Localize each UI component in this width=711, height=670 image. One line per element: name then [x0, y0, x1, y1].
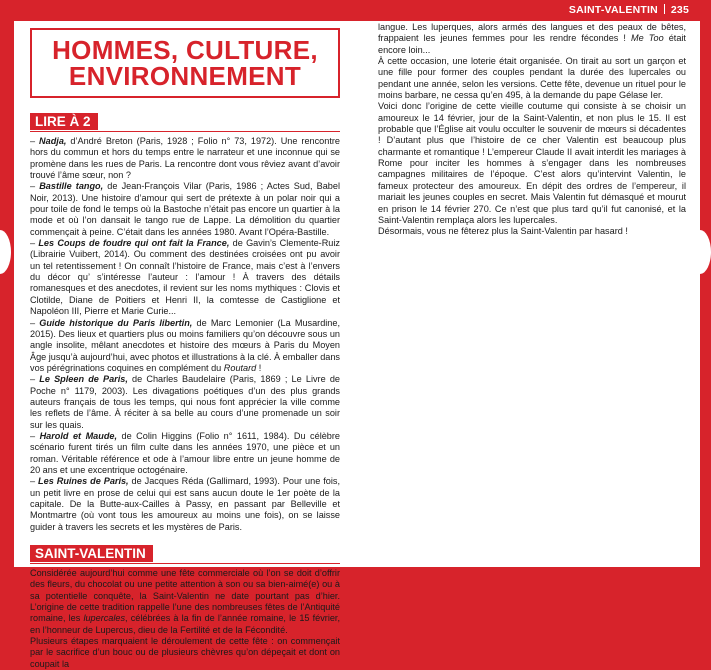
book-entry: – Bastille tango, de Jean-François Vilar (Paris, 1986 ; Actes Sud, Babel Noir, 2013). Une histoire d’amour qui sert de prétexte à un polar noir qui a pour toile de fond le temps où la Bastoche n’était pas encore un quartier à la mode et où l’on dansait le tango rue de Lappe. La démolition du quartier commençait à peine. C’était dans les années 1980. Avant l’Opéra-Bastille. [30, 181, 340, 237]
book-description-italic: Routard [223, 362, 257, 373]
book-description: de Jacques Réda (Gallimard, 1993). Pour une fois, un petit livre en prose de celui qui est sans aucun doute le 1er poète de la capitale. De la Butte-aux-Cailles à Passy, en passant par Belleville et Montmartre (où vont tous les amoureux au moins une fois), on se laisse guider à travers les secrets et les mystères de Paris. [30, 476, 340, 532]
section-label-lire: LIRE À 2 [30, 113, 98, 130]
book-description: de Charles Baudelaire (Paris, 1869 ; Le Livre de Poche n° 1179, 2003). Les divagations poétiques d’un des plus grands auteurs français de tous les temps, qui nous font apprécier la ville comme les reflets de l’âme. À réciter à sa belle au cours d’une promenade un soir sur les quais. [30, 374, 340, 430]
book-title: Le Spleen de Paris, [39, 374, 128, 385]
book-title: Nadja, [39, 136, 67, 146]
paragraph: Désormais, vous ne fêterez plus la Saint-Valentin par hasard ! [378, 226, 628, 237]
book-description: de Colin Higgins (Folio n° 1611, 1984). Du célèbre scénario furent tirés un film culte dans les années 1970, une pièce et un roman. Véritable référence et ode à l’amour libre entre un jeune homme de 20 ans et une excentrique octogénaire. [30, 430, 340, 475]
left-column [30, 21, 340, 670]
book-entry: – Les Ruines de Paris, de Jacques Réda (Gallimard, 1993). Pour une fois, un petit livre en prose de celui qui est sans aucun doute le 1er poète de la capitale. De la Butte-aux-Cailles à Passy, en passant par Belleville et Montmartre (où vont tous les amoureux au moins une fois), on se laisse guider à travers les secrets et les mystères de Paris. [30, 476, 340, 532]
chapter-title [52, 37, 318, 89]
book-title: Bastille tango, [39, 181, 104, 192]
section-underline [30, 563, 340, 564]
chapter-title-line-2: ENVIRONNEMENT [68, 61, 302, 91]
section-underline [30, 131, 340, 132]
page-number: 235 [670, 4, 689, 16]
header-separator [664, 4, 665, 14]
chapter-title-box [30, 28, 340, 98]
book-title: Harold et Maude, [39, 430, 118, 441]
right-column [378, 22, 686, 238]
paragraph-text: , célébrées à la fin de l’année romaine, le 15 février, en l’honneur de Lupercus, dieu de la Fertilité et de la Fécondité. [30, 613, 340, 635]
chapter-title-line-1: HOMMES, CULTURE, [52, 35, 318, 65]
page-tab-notch-left [0, 230, 11, 274]
running-title: SAINT-VALENTIN [568, 4, 658, 16]
paragraph-text: était encore loin... [378, 33, 686, 55]
header-bar [0, 0, 700, 21]
paragraph-text: Considérée aujourd’hui comme une fête commerciale où l’on se doit d’offrir des fleurs, du chocolat ou une petite attention à son ou sa bien-aimé(e) ou à sa potentielle conquête, la Saint-Valentin ne date pourtant pas d’hier. L’origine de cette tradition rappelle l’une des nombreuses fêtes de l’Antiquité romaine, les [30, 568, 340, 624]
section-label-saint-valentin: SAINT-VALENTIN [30, 545, 153, 562]
book-entry: – Guide historique du Paris libertin, de Marc Lemonier (La Musardine, 2015). Des lieux et quartiers plus ou moins familiers qu’on découvre sous un angle insolite, mêlant anecdotes et histoire des mœurs à Paris du Moyen Âge jusqu’à aujourd’hui, avec photos et illustrations à la clé. À emballer dans vos pérégrinations coquines en complément du Routard ! [30, 317, 340, 373]
paragraph: Plusieurs étapes marquaient le déroulement de cette fête : on commençait par le sacrifice d’un bouc ou de plusieurs chèvres qu’on dépeçait et dont on coupait la [30, 636, 340, 669]
paragraph-text: langue. Les luperques, alors armés des langues et des peaux de bêtes, frappaient les jeunes femmes pour les rendre fécondes ! [378, 22, 686, 44]
paragraph: À cette occasion, une loterie était organisée. On tirait au sort un garçon et une fille pour former des couples pendant la durée des lupercales ou pendant une année, selon les versions. Cette fête, devenue un rituel pour le moins barbare, ne cessa qu’en 495, à la demande du pape Gélase Ier. [378, 56, 686, 101]
book-title: Les Coups de foudre qui ont fait la France, [38, 238, 230, 249]
paragraph-italic: Me Too [631, 33, 664, 44]
book-description: d’André Breton (Paris, 1928 ; Folio n° 73, 1972). Une rencontre hors du commun et hors du temps entre le narrateur et une inconnue qui se promène dans les rues de Paris. La rencontre dont vous rêviez avant d’avoir trouvé l’âme sœur, non ? [30, 136, 340, 181]
book-description: de Marc Lemonier (La Musardine, 2015). Des lieux et quartiers plus ou moins familiers qu’on découvre sous un angle insolite, mêlant anecdotes et histoire des mœurs à Paris du Moyen Âge jusqu’à aujourd’hui, avec photos et illustrations à la clé. À emballer dans vos pérégrinations coquines en complément du [30, 317, 340, 373]
book-description-tail: ! [256, 362, 262, 373]
paragraph [378, 22, 686, 56]
book-title: Les Ruines de Paris, [38, 476, 129, 487]
paragraph [30, 568, 340, 636]
book-entry: – Nadja, d’André Breton (Paris, 1928 ; Folio n° 73, 1972). Une rencontre hors du commun et hors du temps entre le narrateur et une inconnue qui se promène dans les rues de Paris. La rencontre dont vous rêviez avant d’avoir trouvé l’âme sœur, non ? [30, 136, 340, 181]
page-tab-notch-right [689, 230, 711, 274]
book-entry: – Le Spleen de Paris, de Charles Baudelaire (Paris, 1869 ; Le Livre de Poche n° 1179, 2003). Les divagations poétiques d’un des plus grands auteurs français de tous les temps, qui nous font apprécier la ville comme les reflets de l’âme. À réciter à sa belle au cours d’une promenade un soir sur les quais. [30, 374, 340, 430]
paragraph-italic: lupercales [83, 613, 126, 624]
book-description: de Gavin’s Clemente-Ruiz (Librairie Vuibert, 2014). Ou comment des destinées croisées ont pu avoir un tel retentissement ! On connaît l’histoire de France, mais c’est à l’envers du décor qu’ s’intéresse l’auteur : l’amour ! À travers des détails romanesques et des anecdotes, il revient sur les noms mythiques : Clovis et Clotilde, Diane de Poitiers et Henri II, la comtesse de Castiglione et Napoléon III, Pierre et Marie Curie... [30, 238, 340, 317]
book-entry: – Harold et Maude, de Colin Higgins (Folio n° 1611, 1984). Du célèbre scénario furent tirés un film culte dans les années 1970, une pièce et un roman. Véritable référence et ode à l’amour libre entre un jeune homme de 20 ans et une excentrique octogénaire. [30, 430, 340, 475]
book-title: Guide historique du Paris libertin, [39, 317, 193, 328]
running-head [569, 4, 689, 16]
book-entry: – Les Coups de foudre qui ont fait la France, de Gavin’s Clemente-Ruiz (Librairie Vuibert, 2014). Ou comment des destinées croisées ont pu avoir un tel retentissement ! On connaît l’histoire de France, mais c’est à l’envers du décor qu’ s’intéresse l’auteur : l’amour ! À travers des détails romanesques et des anecdotes, il revient sur les noms mythiques : Clovis et Clotilde, Diane de Poitiers et Henri II, la comtesse de Castiglione et Napoléon III, Pierre et Marie Curie... [30, 238, 340, 317]
paragraph: Voici donc l’origine de cette vieille coutume qui consiste à se choisir un amoureux le 14 février, jour de la Saint-Valentin, et non plus le 15. Il est probable que l’Église ait voulu occulter le souvenir de mœurs si décadentes ! D’autant plus que l’histoire de ce cher Valentin est beaucoup plus charmante et romantique ! L’empereur Claude II avait interdit les mariages à Rome pour inciter les hommes à s’engager dans les nombreuses campagnes militaires de l’époque. C’est alors qu’intervint Valentin, le fameux protecteur des amoureux. En dépit des ordres de l’empereur, il mariait les jeunes couples en secret. Mais Valentin fut démasqué et mourut en prison le 14 février 270. Ce n’est que plus tard qu’il fut canonisé, et la Saint-Valentin remplaça alors les lupercales. [378, 101, 686, 225]
page [14, 21, 700, 669]
book-description: de Jean-François Vilar (Paris, 1986 ; Actes Sud, Babel Noir, 2013). Une histoire d’amour qui sert de prétexte à un polar noir qui a pour toile de fond le temps où la Bastoche n’était pas encore un quartier à la mode et où l’on dansait le tango rue de Lappe. La démolition du quartier commençait à peine. C’était dans les années 1980. Avant l’Opéra-Bastille. [30, 181, 340, 237]
